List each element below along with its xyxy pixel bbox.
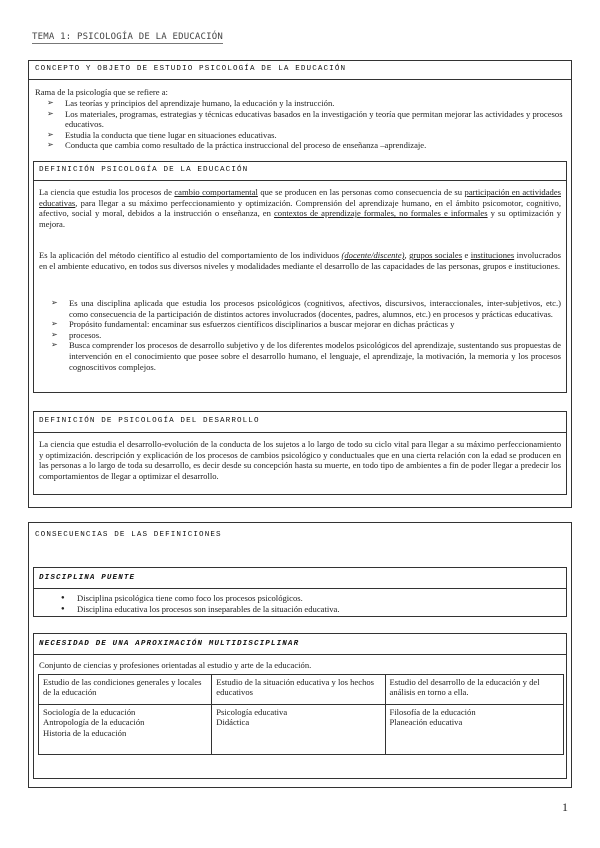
list-item: ➢ procesos.: [39, 330, 561, 341]
list-item: ➢ Estudia la conducta que tiene lugar en situaciones educativas.: [35, 130, 565, 141]
definicion-paragraph-2: Es la aplicación del método científico al estudio del comportamiento de los individuos (docente/discente), grupos sociales e instituciones involucrados en el ambiente educativo, en todos sus diversos niveles y modalidades mediante el desarrollo de las capacidades de las personas, grupos e instituciones.: [39, 250, 561, 271]
desarrollo-paragraph: La ciencia que estudia el desarrollo-evolución de la conducta de los sujetos a lo largo de todo su ciclo vital para llegar a su máximo perfeccionamiento y optimización. descripción y explicación de los procesos de cambios psicológico y conductuales que en una cierta relación con la edad se producen en las personas a lo largo de toda su desarrollo, es decir desde su concepción hasta su muerte, en todo tipo de ambientes a fin de poder llegar a predecir los comportamientos de llegar a optimizar el desarrollo.: [39, 439, 561, 481]
table-row: [39, 675, 564, 705]
list-item: ➢ Las teorías y principios del aprendizaje humano, la educación y la instrucción.: [35, 98, 565, 109]
list-item: ➢ Propósito fundamental: encaminar sus esfuerzos científicos disciplinarios a buscar mejorar en dichas prácticas y: [39, 319, 561, 330]
box-title: DEFINICIÓN DE PSICOLOGÍA DEL DESARROLLO: [39, 417, 260, 425]
box-disciplina-puente: [33, 567, 567, 617]
section-concepto: [28, 60, 572, 508]
section-intro: Rama de la psicología que se refiere a:: [35, 87, 168, 97]
list-item: ➢ Es una disciplina aplicada que estudia los procesos psicológicos (cognitivos, afectivos, discursivos, interaccionales, inter-subjetivos, etc.) como consecuencia de la participación de distintos actores involucrados (docentes, padres, alumnos, etc.) en procesos y prácticas educativas.: [39, 298, 561, 319]
table-cell: Psicología educativa Didáctica: [212, 705, 385, 755]
table-header-cell: Estudio de la situación educativa y los hechos educativos: [212, 675, 385, 705]
multi-intro: Conjunto de ciencias y profesiones orientadas al estudio y arte de la educación.: [39, 660, 312, 670]
box-multidisciplinar: [33, 633, 567, 779]
list-item: ➢ Los materiales, programas, estrategias y técnicas educativas basados en la investigación y teoría que permitan mejorar las actividades y procesos educativos.: [35, 109, 565, 130]
document-header: TEMA 1: PSICOLOGÍA DE LA EDUCACIÓN: [32, 32, 224, 42]
definicion-list: [39, 298, 561, 372]
box-title: DISCIPLINA PUENTE: [39, 574, 136, 582]
list-item: ➢ Busca comprender los procesos de desarrollo subjetivo y de los diferentes modelos psicológicos del aprendizaje, sustentando sus propuestas de intervención en el conocimiento que posee sobre el desarrollo humano, el lenguaje, el aprendizaje, la motivación, la memoria y los procesos cognoscitivos complejos.: [39, 340, 561, 372]
disciplinas-table: [38, 674, 564, 755]
box-title: DEFINICIÓN PSICOLOGÍA DE LA EDUCACIÓN: [39, 166, 249, 174]
list-item: ● Disciplina educativa los procesos son inseparables de la situación educativa.: [39, 604, 561, 615]
table-cell: Filosofía de la educación Planeación educativa: [385, 705, 564, 755]
table-cell: Sociología de la educación Antropología de la educación Historia de la educación: [39, 705, 212, 755]
section-title: CONSECUENCIAS DE LAS DEFINICIONES: [35, 531, 222, 539]
section-title: CONCEPTO Y OBJETO DE ESTUDIO PSICOLOGÍA DE LA EDUCACIÓN: [35, 65, 347, 73]
list-item: ● Disciplina psicológica tiene como foco los procesos psicológicos.: [39, 593, 561, 604]
box-definicion-educacion: [33, 161, 567, 393]
box-definicion-desarrollo: [33, 411, 567, 495]
list-item: ➢ Conducta que cambia como resultado de la práctica instruccional del proceso de enseñanza –aprendizaje.: [35, 140, 565, 151]
definicion-paragraph-1: La ciencia que estudia los procesos de cambio comportamental que se producen en las personas como consecuencia de su participación en actividades educativas, para llegar a su máximo perfeccionamiento y optimización. Comprensión del aprendizaje humano, en el ámbito psicomotor, cognitivo, afectivo, social y moral, debidos a la instrucción o enseñanza, en contextos de aprendizaje formales, no formales e informales y su optimización y mejora.: [39, 187, 561, 229]
table-header-cell: Estudio de las condiciones generales y locales de la educación: [39, 675, 212, 705]
table-header-cell: Estudio del desarrollo de la educación y del análisis en torno a ella.: [385, 675, 564, 705]
page-number: 1: [562, 800, 568, 814]
section-consecuencias: [28, 522, 572, 788]
box-title: NECESIDAD DE UNA APROXIMACIÓN MULTIDISCIPLINAR: [39, 640, 300, 648]
concepto-list: [35, 98, 565, 151]
puente-list: [39, 593, 561, 614]
table-row: [39, 705, 564, 755]
